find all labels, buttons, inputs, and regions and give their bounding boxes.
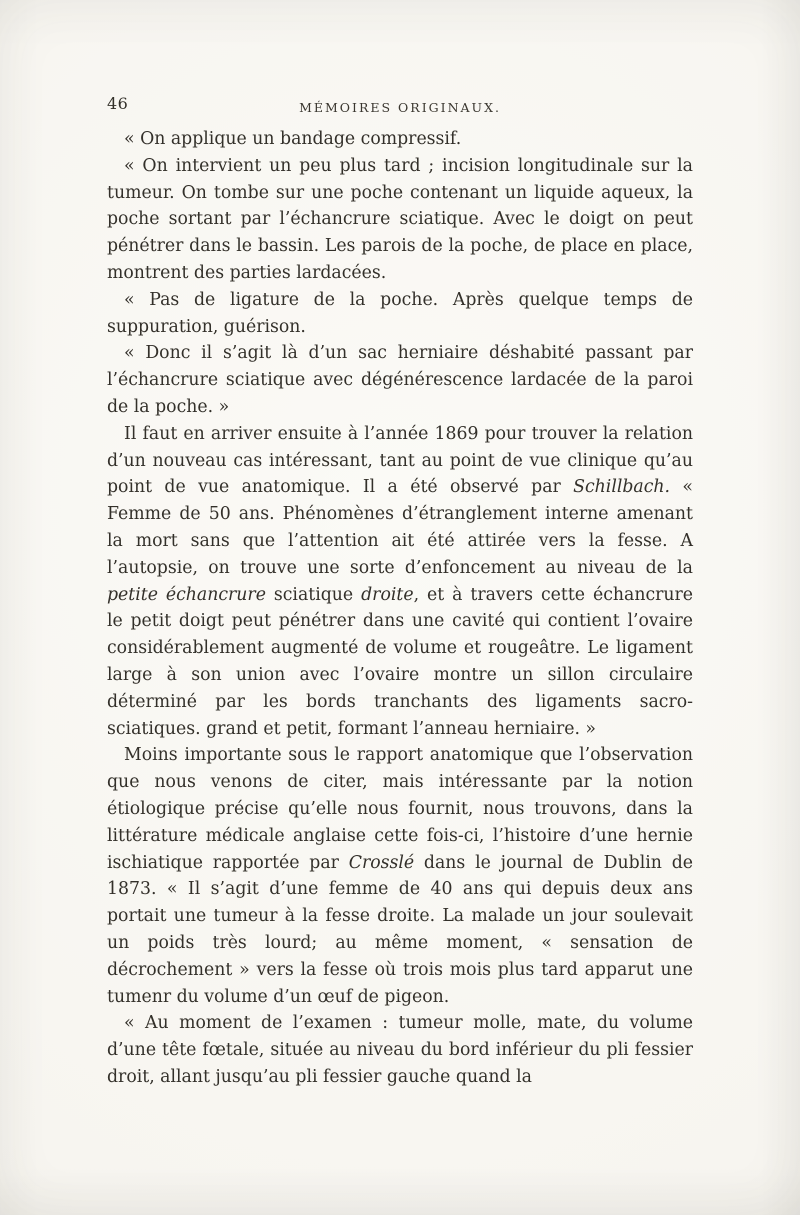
paragraph xyxy=(107,742,693,1010)
paragraph-text: sciatique xyxy=(265,584,362,605)
paragraph xyxy=(107,421,693,743)
paragraph xyxy=(107,1010,693,1090)
text-block xyxy=(107,126,693,1091)
paragraph-text: , et à travers cette échancrure le petit doigt peut pénétrer dans une cavité qui contient l’ovaire considérablement augmenté de volume et rougeâtre. Le ligament large à son union avec l’ovaire montre un sillon circulaire déterminé par les bords tranchants des ligaments sacro-sciatiques. grand et petit, formant l’anneau herniaire. » xyxy=(107,584,694,739)
italic-anatomical-term: petite échancrure xyxy=(107,584,266,605)
paragraph-text: « Pas de ligature de la poche. Après quelque temps de suppuration, guérison. xyxy=(107,289,693,337)
paragraph xyxy=(107,340,693,420)
italic-anatomical-term: droite xyxy=(361,584,414,605)
page-header xyxy=(107,94,693,116)
italic-author-name: Schillbach. xyxy=(573,477,671,498)
paragraph-text: « Au moment de l’examen : tumeur molle, mate, du volume d’une tête fœtale, située au niveau du bord inférieur du pli fessier droit, allant jusqu’au pli fessier gauche quand la xyxy=(107,1013,693,1087)
page-number: 46 xyxy=(107,94,129,113)
paragraph-text: Il faut en arriver ensuite à l’année 1869 pour trouver la relation d’un nouveau cas intéressant, tant au point de vue clinique qu’au point de vue anatomique. Il a été observé par xyxy=(107,423,693,498)
italic-author-name: Crosslé xyxy=(348,852,415,873)
paragraph-text: « Femme de 50 ans. Phénomènes d’étranglement interne amenant la mort sans que l’attention ait été attirée vers la fesse. A l’autopsie, on trouve une sorte d’enfoncement au niveau de la xyxy=(107,477,693,578)
paragraph-text: « On intervient un peu plus tard ; incision longitudinale sur la tumeur. On tombe sur une poche contenant un liquide aqueux, la poche sortant par l’échancrure sciatique. Avec le doigt on peut pénétrer dans le bassin. Les parois de la poche, de place en place, montrent des parties lardacées. xyxy=(107,155,693,283)
running-title: MÉMOIRES ORIGINAUX. xyxy=(299,100,501,115)
paragraph-text: dans le journal de Dublin de 1873. « Il s’agit d’une femme de 40 ans qui depuis deux ans portait une tumeur à la fesse droite. La malade un jour soulevait un poids très lourd; au même moment, « sensation de décrochement » vers la fesse où trois mois plus tard apparut une tumenr du volume d’un œuf de pigeon. xyxy=(107,852,693,1007)
paragraph-text: Moins importante sous le rapport anatomique que l’observation que nous venons de citer, mais intéressante par la notion étiologique précise qu’elle nous fournit, nous trouvons, dans la littérature médicale anglaise cette fois-ci, l’histoire d’une hernie ischiatique rapportée par xyxy=(107,745,693,873)
paragraph-text: « Donc il s’agit là d’un sac herniaire déshabité passant par l’échancrure sciatique avec dégénérescence lardacée de la paroi de la poche. » xyxy=(107,343,693,417)
paragraph-text: « On applique un bandage compressif. xyxy=(124,129,462,149)
paragraph xyxy=(107,126,693,153)
paragraph xyxy=(107,287,693,341)
paragraph xyxy=(107,153,693,287)
